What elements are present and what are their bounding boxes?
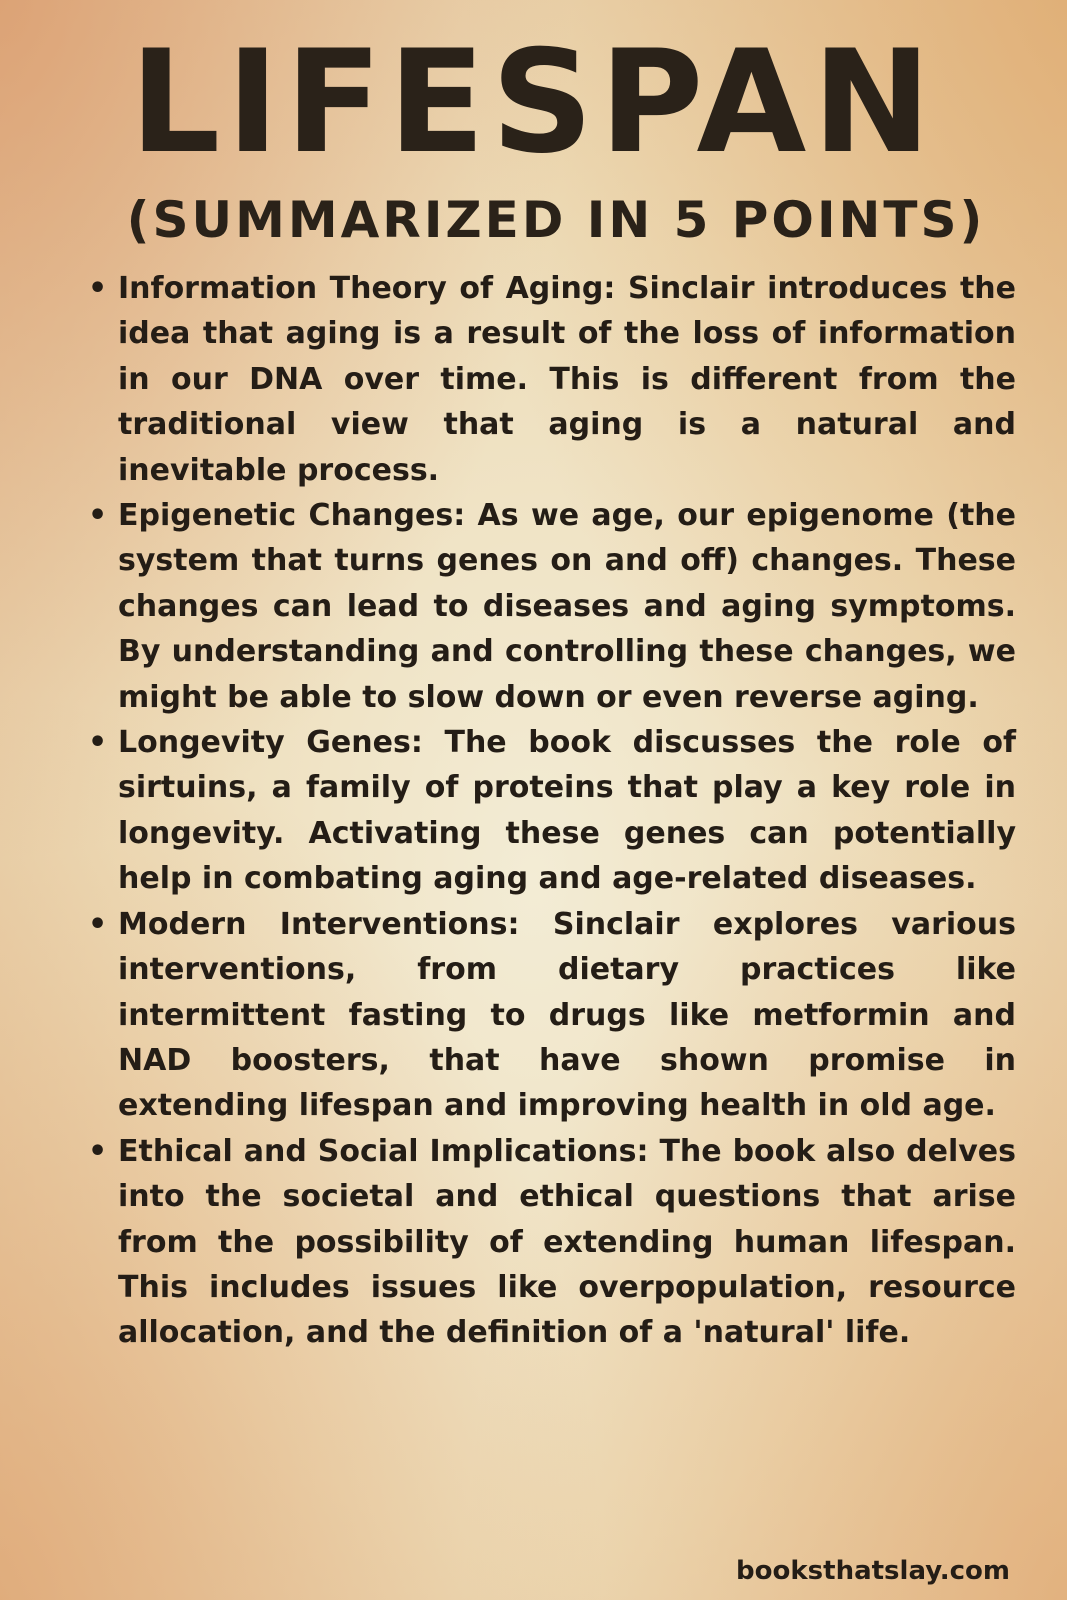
summary-points-list <box>84 266 1016 1356</box>
bullet-icon: • <box>88 498 108 534</box>
summary-point-1 <box>84 266 1016 493</box>
summary-point-text: Epigenetic Changes: As we age, our epigenome (the system that turns genes on and off) changes. These changes can lead to diseases and aging symptoms. By understanding and controlling these changes, we might be able to slow down or even reverse aging. <box>118 498 1016 715</box>
bullet-icon: • <box>88 271 108 306</box>
summary-point-text: Ethical and Social Implications: The book also delves into the societal and ethical questions that arise from the possibility of extending human lifespan. This includes issues like overpopulation, resource allocation, and the definition of a 'natural' life. <box>118 1133 1016 1351</box>
summary-point-text: Information Theory of Aging: Sinclair introduces the idea that aging is a result of the loss of information in our DNA over time. This is different from the traditional view that aging is a natural and inevitable process. <box>118 271 1016 488</box>
source-website: booksthatslay.com <box>736 1556 1010 1586</box>
poster-title: LIFESPAN <box>129 20 938 185</box>
bullet-icon: • <box>88 906 108 942</box>
summary-point-3 <box>84 720 1016 902</box>
summary-point-5 <box>84 1129 1016 1356</box>
summary-point-text: Modern Interventions: Sinclair explores various interventions, from dietary practices like intermittent fasting to drugs like metformin and NAD boosters, that have shown promise in extending lifespan and improving health in old age. <box>118 906 1016 1124</box>
summary-point-4 <box>84 902 1016 1129</box>
bullet-icon: • <box>88 725 108 761</box>
summary-point-text: Longevity Genes: The book discusses the role of sirtuins, a family of proteins that play a key role in longevity. Activating these genes can potentially help in combating aging and age-related diseases. <box>118 725 1016 897</box>
bullet-icon: • <box>88 1133 108 1169</box>
summary-point-2 <box>84 493 1016 720</box>
poster-subtitle: (SUMMARIZED IN 5 POINTS) <box>126 191 986 249</box>
